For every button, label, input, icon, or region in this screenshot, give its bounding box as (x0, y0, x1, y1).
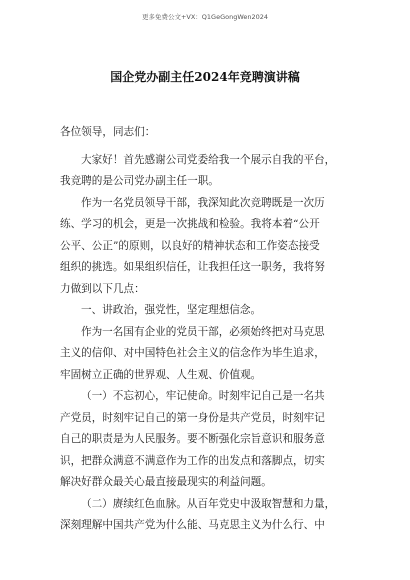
paragraph-line: 一、讲政治，强党性，坚定理想信念。 (81, 304, 262, 316)
page-header: 更多免费公文+VX：Q1GeGongWen2024 (141, 13, 269, 21)
paragraph-line: 自己的职责是为人民服务。要不断强化宗旨意识和服务意 (60, 433, 325, 445)
paragraph-line: 产党员，时刻牢记自己的第一身份是共产党员，时刻牢记 (60, 411, 325, 424)
paragraph-line: 作为一名党员领导干部，我深知此次竞聘既是一次历 (81, 196, 325, 209)
paragraph-line: （一）不忘初心，牢记使命。时刻牢记自己是一名共 (81, 390, 325, 402)
paragraph (60, 322, 360, 387)
document-body (60, 122, 360, 537)
paragraph-line: 力做到以下几点： (60, 282, 145, 295)
paragraph-line: 组织的挑选。如果组织信任，让我担任这一职务，我将努 (60, 261, 325, 273)
salutation: 各位领导，同志们： (60, 126, 156, 138)
section-heading (60, 300, 360, 322)
paragraph (60, 150, 360, 193)
paragraph-line: （二）赓续红色血脉。从百年党史中汲取智慧和力量， (81, 497, 336, 510)
paragraph-line: 练、学习的机会，更是一次挑战和检验。我将本着“公开 (60, 218, 320, 230)
document-title: 国企党办副主任2024年竞聘演讲稿 (110, 70, 300, 84)
paragraph (60, 494, 360, 537)
paragraph-line: 主义的信仰、对中国特色社会主义的信念作为毕生追求， (60, 347, 325, 359)
paragraph-line: 大家好！首先感谢公司党委给我一个展示自我的平台， (81, 153, 336, 166)
paragraph-line: 牢固树立正确的世界观、人生观、价值观。 (60, 368, 262, 381)
paragraph-line: 公平、公正”的原则，以良好的精神状态和工作姿态接受 (60, 239, 320, 252)
paragraph-line: 识，把群众满意不满意作为工作的出发点和落脚点，切实 (60, 454, 325, 467)
paragraph-line: 我竞聘的是公司党办副主任一职。 (60, 175, 219, 187)
paragraph-line: 深刻理解中国共产党为什么能、马克思主义为什么行、中 (60, 519, 325, 531)
paragraph-line: 解决好群众最关心最直接最现实的利益问题。 (60, 476, 272, 488)
paragraph (60, 386, 360, 494)
paragraph (60, 193, 360, 301)
paragraph-line: 作为一名国有企业的党员干部，必须始终把对马克思 (81, 325, 325, 338)
